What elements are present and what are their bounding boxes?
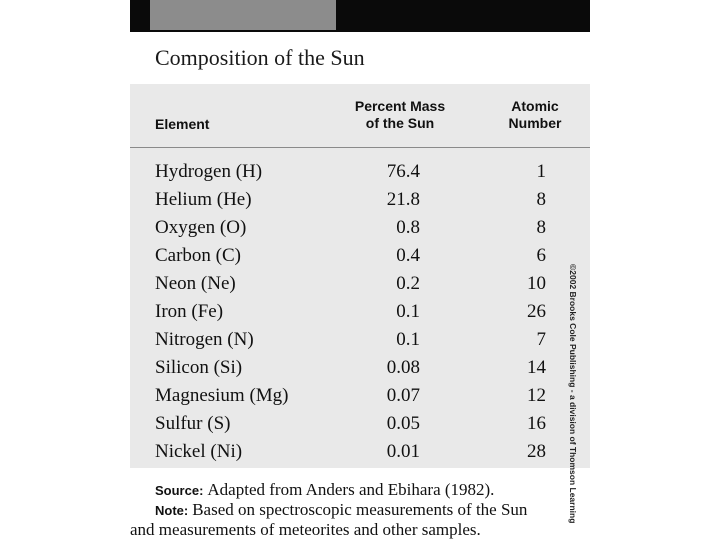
top-tab	[150, 0, 336, 30]
copyright-notice: ©2002 Brooks Cole Publishing - a division of Thomson Learning	[568, 264, 578, 524]
element-name: Carbon (C)	[155, 245, 242, 266]
percent-mass: 0.1	[396, 301, 420, 322]
percent-mass: 0.01	[386, 441, 420, 462]
atomic-number: 14	[527, 357, 546, 378]
percent-mass: 0.8	[396, 217, 420, 238]
percent-mass: 21.8	[386, 189, 420, 210]
note-text-2: and measurements of meteorites and other samples.	[130, 520, 481, 539]
percent-mass: 0.08	[386, 357, 420, 378]
table-row	[130, 410, 590, 438]
atomic-number: 26	[527, 301, 546, 322]
atomic-number: 1	[536, 161, 546, 182]
top-bar	[130, 0, 590, 32]
table-body	[130, 158, 590, 466]
source-text: Adapted from Anders and Ebihara (1982).	[207, 480, 495, 499]
note-text-1: Based on spectroscopic measurements of the Sun	[192, 500, 528, 519]
percent-mass: 0.05	[386, 413, 420, 434]
table-row	[130, 158, 590, 186]
table-row	[130, 298, 590, 326]
element-name: Hydrogen (H)	[155, 161, 263, 182]
header-element: Element	[155, 116, 210, 132]
header-atomic-line2: Number	[508, 115, 562, 131]
source-line	[130, 480, 590, 500]
table-row	[130, 438, 590, 466]
source-label: Source:	[155, 483, 204, 498]
page	[130, 32, 590, 540]
table-row	[130, 354, 590, 382]
percent-mass: 0.1	[396, 329, 420, 350]
percent-mass: 76.4	[386, 161, 420, 182]
atomic-number: 6	[536, 245, 546, 266]
element-name: Iron (Fe)	[155, 301, 224, 322]
atomic-number: 7	[536, 329, 546, 350]
element-name: Sulfur (S)	[155, 413, 231, 434]
element-name: Silicon (Si)	[155, 357, 243, 378]
note-line-2	[130, 520, 590, 540]
element-name: Neon (Ne)	[155, 273, 236, 294]
atomic-number: 12	[527, 385, 546, 406]
percent-mass: 0.4	[396, 245, 420, 266]
table-row	[130, 242, 590, 270]
element-name: Nitrogen (N)	[155, 329, 254, 350]
header-percent-mass-line2: of the Sun	[365, 115, 435, 131]
element-name: Oxygen (O)	[155, 217, 247, 238]
header-atomic-number	[490, 98, 580, 132]
table-row	[130, 186, 590, 214]
atomic-number: 8	[536, 189, 546, 210]
table-notes	[130, 480, 590, 540]
table-row	[130, 270, 590, 298]
element-name: Helium (He)	[155, 189, 252, 210]
atomic-number: 8	[536, 217, 546, 238]
header-percent-mass	[340, 98, 460, 132]
percent-mass: 0.2	[396, 273, 420, 294]
atomic-number: 10	[527, 273, 546, 294]
note-label: Note:	[155, 503, 189, 518]
atomic-number: 16	[527, 413, 546, 434]
table-row	[130, 382, 590, 410]
note-line	[130, 500, 590, 520]
header-percent-mass-line1: Percent Mass	[354, 98, 446, 114]
header-atomic-line1: Atomic	[511, 98, 559, 114]
table-row	[130, 214, 590, 242]
percent-mass: 0.07	[386, 385, 420, 406]
atomic-number: 28	[527, 441, 546, 462]
element-name: Nickel (Ni)	[155, 441, 243, 462]
element-name: Magnesium (Mg)	[155, 385, 289, 406]
header-divider	[130, 147, 590, 148]
table-row	[130, 326, 590, 354]
page-title: Composition of the Sun	[155, 45, 365, 70]
